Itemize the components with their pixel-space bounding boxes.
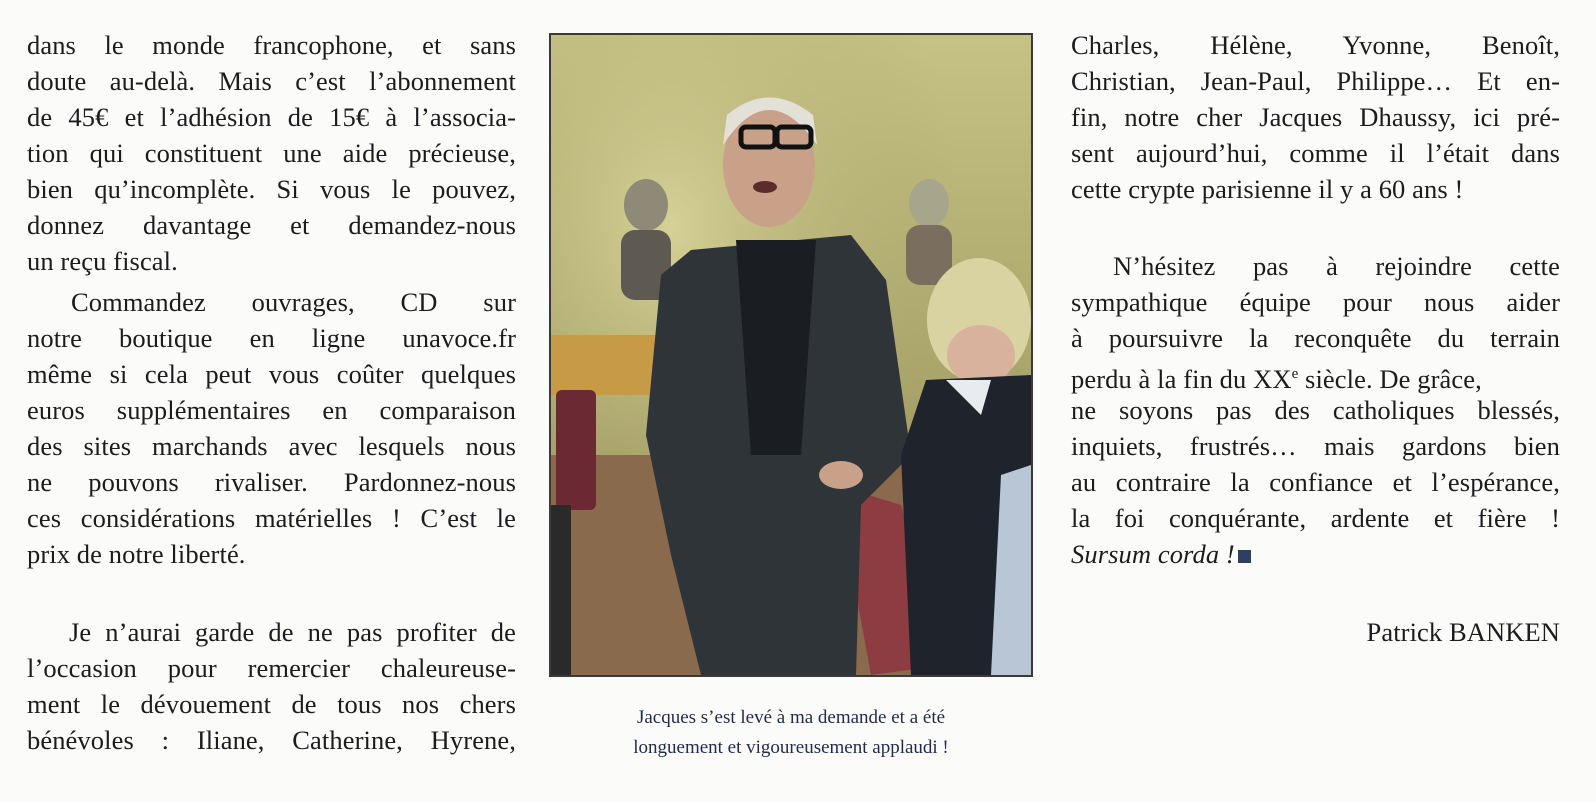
text-line: bénévoles : Iliane, Catherine, Hyrene,: [27, 725, 516, 755]
superscript: e: [1291, 366, 1299, 382]
text-line: donnez davantage et demandez-nous: [27, 210, 516, 240]
text-line: Commandez ouvrages, CD sur: [71, 287, 516, 317]
text-line: ne pouvons rivaliser. Pardonnez-nous: [27, 467, 516, 497]
text-line: sympathique équipe pour nous aider: [1071, 287, 1560, 317]
text-line: N’hésitez pas à rejoindre cette: [1113, 251, 1560, 281]
photo-caption-line: longuement et vigoureusement applaudi !: [633, 737, 949, 758]
text-line: Je n’aurai garde de ne pas profiter de: [69, 617, 516, 647]
text-line: notre boutique en ligne unavoce.fr: [27, 323, 516, 353]
text-line: cette crypte parisienne il y a 60 ans !: [1071, 174, 1464, 204]
text-line: la foi conquérante, ardente et fière !: [1071, 503, 1560, 533]
text-fragment: [1071, 356, 1482, 397]
text-line: prix de notre liberté.: [27, 539, 246, 569]
text-line: dans le monde francophone, et sans: [27, 30, 516, 60]
text-line: Charles, Hélène, Yvonne, Benoît,: [1071, 30, 1560, 60]
text-line: même si cela peut vous coûter quelques: [27, 359, 516, 389]
text-line: l’occasion pour remercier chaleureuse-: [27, 653, 516, 683]
author-signature: Patrick BANKEN: [1366, 617, 1560, 647]
photo-image: [551, 35, 1031, 675]
text-line: un reçu fiscal.: [27, 246, 178, 276]
text-line: bien qu’incomplète. Si vous le pouvez,: [27, 174, 516, 204]
closing-phrase: Sursum corda !: [1071, 539, 1235, 569]
text-line: ces considérations matérielles ! C’est le: [27, 503, 516, 533]
text-line: à poursuivre la reconquête du terrain: [1071, 323, 1560, 353]
text-line: des sites marchands avec lesquels nous: [27, 431, 516, 461]
text-line: doute au-delà. Mais c’est l’abonnement: [27, 66, 516, 96]
text-line: au contraire la confiance et l’espérance,: [1071, 467, 1560, 497]
text-line: [1071, 536, 1560, 572]
photo-caption-line: Jacques s’est levé à ma demande et a été: [636, 707, 946, 728]
end-of-article-square-icon: [1238, 550, 1251, 563]
text-fragment: perdu à la fin du XX: [1071, 363, 1292, 394]
text-line: fin, notre cher Jacques Dhaussy, ici pré-: [1071, 102, 1560, 132]
text-line: sent aujourd’hui, comme il l’était dans: [1071, 138, 1560, 168]
text-fragment: siècle. De grâce,: [1298, 363, 1482, 394]
text-line: euros supplémentaires en comparaison: [27, 395, 516, 425]
photo: [549, 33, 1033, 677]
text-line: Christian, Jean-Paul, Philippe… Et en-: [1071, 66, 1560, 96]
text-line: tion qui constituent une aide précieuse,: [27, 138, 516, 168]
text-line: [1071, 356, 1560, 397]
text-line: de 45€ et l’adhésion de 15€ à l’associa-: [27, 102, 516, 132]
text-line: inquiets, frustrés… mais gardons bien: [1071, 431, 1560, 461]
text-line: ne soyons pas des catholiques blessés,: [1071, 395, 1560, 425]
text-line: ment le dévouement de tous nos chers: [27, 689, 516, 719]
